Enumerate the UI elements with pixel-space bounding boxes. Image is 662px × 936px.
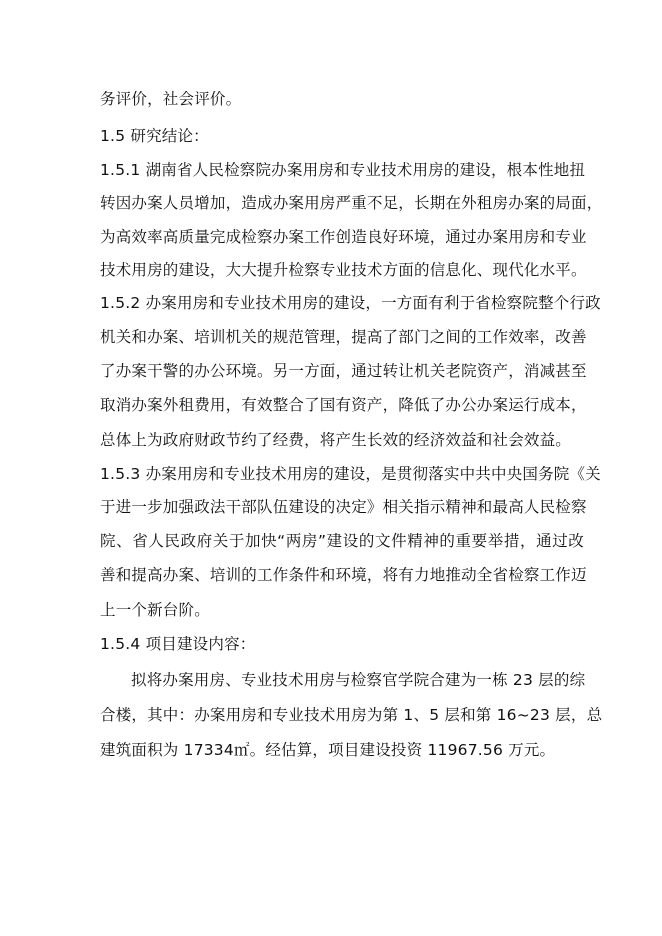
section-heading-1-5-4: 1.5.4 项目建设内容：	[100, 635, 256, 653]
paragraph-1-5-2-line: 机关和办案、培训机关的规范管理，提高了部门之间的工作效率，改善	[100, 328, 587, 346]
paragraph-1-5-1-line: 为高效率高质量完成检察办案工作创造良好环境，通过办案用房和专业	[100, 228, 587, 246]
paragraph-1-5-2-line: 总体上为政府财政节约了经费，将产生长效的经济效益和社会效益。	[100, 431, 572, 449]
text-line-continuation: 务评价，社会评价。	[100, 90, 242, 108]
paragraph-1-5-2-line: 1.5.2 办案用房和专业技术用房的建设，一方面有利于省检察院整个行政	[100, 294, 601, 312]
paragraph-1-5-3-line: 1.5.3 办案用房和专业技术用房的建设，是贯彻落实中共中央国务院《关	[100, 465, 601, 483]
paragraph-1-5-1-line: 转因办案人员增加，造成办案用房严重不足，长期在外租房办案的局面，	[100, 194, 603, 212]
paragraph-1-5-4-line: 拟将办案用房、专业技术用房与检察官学院合建为一栋 23 层的综	[131, 671, 586, 689]
paragraph-1-5-4-line: 建筑面积为 17334㎡。经估算，项目建设投资 11967.56 万元。	[100, 741, 556, 759]
paragraph-1-5-3-line: 院、省人民政府关于加快“两房”建设的文件精神的重要举措，通过改	[100, 532, 584, 550]
paragraph-1-5-2-line: 取消办案外租费用，有效整合了国有资产，降低了办公办案运行成本，	[100, 396, 587, 414]
paragraph-1-5-3-line: 上一个新台阶。	[100, 601, 210, 619]
paragraph-1-5-2-line: 了办案干警的办公环境。另一方面，通过转让机关老院资产，消减甚至	[100, 362, 587, 380]
paragraph-1-5-1-line: 1.5.1 湖南省人民检察院办案用房和专业技术用房的建设，根本性地扭	[100, 161, 586, 179]
section-heading-1-5: 1.5 研究结论：	[100, 127, 209, 145]
paragraph-1-5-1-line: 技术用房的建设，大大提升检察专业技术方面的信息化、现代化水平。	[100, 261, 587, 279]
paragraph-1-5-3-line: 于进一步加强政法干部队伍建设的决定》相关指示精神和最高人民检察	[100, 498, 587, 516]
paragraph-1-5-4-line: 合楼，其中：办案用房和专业技术用房为第 1、5 层和第 16~23 层，总	[100, 706, 603, 724]
paragraph-1-5-3-line: 善和提高办案、培训的工作条件和环境，将有力地推动全省检察工作迈	[100, 566, 587, 584]
